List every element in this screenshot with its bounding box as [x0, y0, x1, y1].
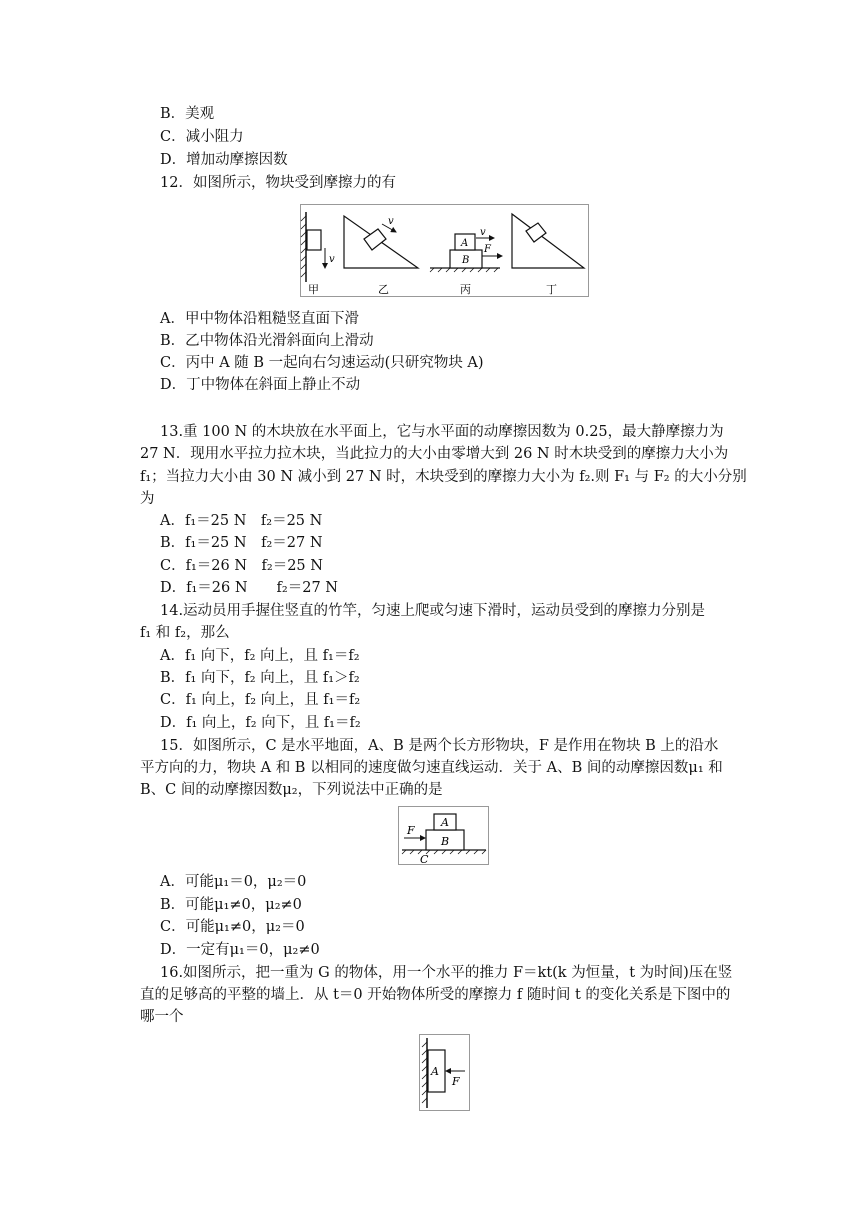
fig-bing: [430, 227, 502, 296]
q15-a-label: A: [441, 816, 449, 829]
q12-figure: [300, 204, 590, 298]
q15-figure: [398, 806, 490, 866]
q16-line-1: 16.如图所示，把一重为 G 的物体，用一个水平的推力 F＝kt(k 为恒量，t 为时间)压在竖: [160, 965, 733, 981]
q16-line-3: 哪一个: [140, 1009, 184, 1025]
fig-ding: [512, 214, 584, 296]
q14-option-c: C．f₁ 向上，f₂ 向上，且 f₁＝f₂: [160, 692, 361, 708]
q15-line-1: 15．如图所示，C 是水平地面，A、B 是两个长方形物块，F 是作用在物块 B 上的沿水: [160, 738, 719, 754]
q15-option-c: C．可能μ₁≠0，μ₂＝0: [160, 919, 305, 935]
q11-option-c: C．减小阻力: [160, 129, 244, 145]
q14-line-1: 14.运动员用手握住竖直的竹竿，匀速上爬或匀速下滑时，运动员受到的摩擦力分别是: [160, 603, 706, 619]
q13-line-1: 13.重 100 N 的木块放在水平面上，它与水平面的动摩擦因数为 0.25，最大静摩擦力为: [160, 424, 724, 440]
q13-option-a: A．f₁＝25 N f₂＝25 N: [160, 513, 323, 529]
q14-option-d: D．f₁ 向上，f₂ 向下，且 f₁＝f₂: [160, 715, 361, 731]
q12-stem: 12．如图所示，物块受到摩擦力的有: [160, 175, 396, 191]
bing-a-label: A: [461, 238, 469, 249]
jia-v-label: v: [329, 254, 335, 265]
q13-option-d: D．f₁＝26 N f₂＝27 N: [160, 580, 338, 596]
q15-line-3: B、C 间的动摩擦因数μ₂，下列说法中正确的是: [140, 782, 443, 798]
bing-v-label: v: [480, 227, 486, 238]
q15-option-a: A．可能μ₁＝0，μ₂＝0: [160, 874, 307, 890]
q12-option-b: B．乙中物体沿光滑斜面向上滑动: [160, 333, 374, 349]
q13-option-c: C．f₁＝26 N f₂＝25 N: [160, 558, 323, 574]
label-yi: 乙: [378, 283, 389, 296]
q15-option-d: D．一定有μ₁＝0，μ₂≠0: [160, 942, 320, 958]
q13-line-2: 27 N．现用水平拉力拉木块，当此拉力的大小由零增大到 26 N 时木块受到的摩擦力大小为: [140, 446, 729, 462]
q16-f-label: F: [452, 1075, 460, 1088]
q15-option-b: B．可能μ₁≠0，μ₂≠0: [160, 897, 302, 913]
q13-line-3: f₁；当拉力大小由 30 N 减小到 27 N 时，木块受到的摩擦力大小为 f₂.则 F₁ 与 F₂ 的大小分别: [140, 469, 747, 485]
q11-option-d: D．增加动摩擦因数: [160, 152, 288, 168]
q14-line-2: f₁ 和 f₂，那么: [140, 625, 230, 641]
q15-f-label: F: [407, 824, 415, 837]
q13-line-4: 为: [140, 491, 155, 507]
q11-option-b: B．美观: [160, 106, 215, 122]
label-bing: 丙: [460, 283, 471, 296]
label-jia: 甲: [308, 283, 319, 296]
q14-option-b: B．f₁ 向下，f₂ 向上，且 f₁＞f₂: [160, 670, 360, 686]
label-ding: 丁: [546, 283, 557, 296]
q15-line-2: 平方向的力，物块 A 和 B 以相同的速度做匀速直线运动．关于 A、B 间的动摩擦因数μ₁ 和: [140, 760, 723, 776]
q12-option-c: C．丙中 A 随 B 一起向右匀速运动(只研究物块 A): [160, 355, 484, 371]
fig-yi: [344, 216, 418, 296]
q15-c-label: C: [420, 853, 429, 866]
q16-a-label: A: [431, 1065, 439, 1078]
bing-b-label: B: [462, 255, 470, 266]
q16-line-2: 直的足够高的平整的墙上．从 t＝0 开始物体所受的摩擦力 f 随时间 t 的变化关系是下图中的: [140, 987, 731, 1003]
q14-option-a: A．f₁ 向下，f₂ 向上，且 f₁＝f₂: [160, 648, 360, 664]
q12-option-a: A．甲中物体沿粗糙竖直面下滑: [160, 311, 359, 327]
bing-f-label: F: [484, 244, 491, 255]
q15-b-label: B: [441, 835, 450, 848]
fig-jia: [301, 212, 335, 296]
q12-option-d: D．丁中物体在斜面上静止不动: [160, 377, 361, 393]
q13-option-b: B．f₁＝25 N f₂＝27 N: [160, 535, 323, 551]
q16-figure: [419, 1034, 471, 1112]
yi-v-label: v: [388, 216, 394, 227]
